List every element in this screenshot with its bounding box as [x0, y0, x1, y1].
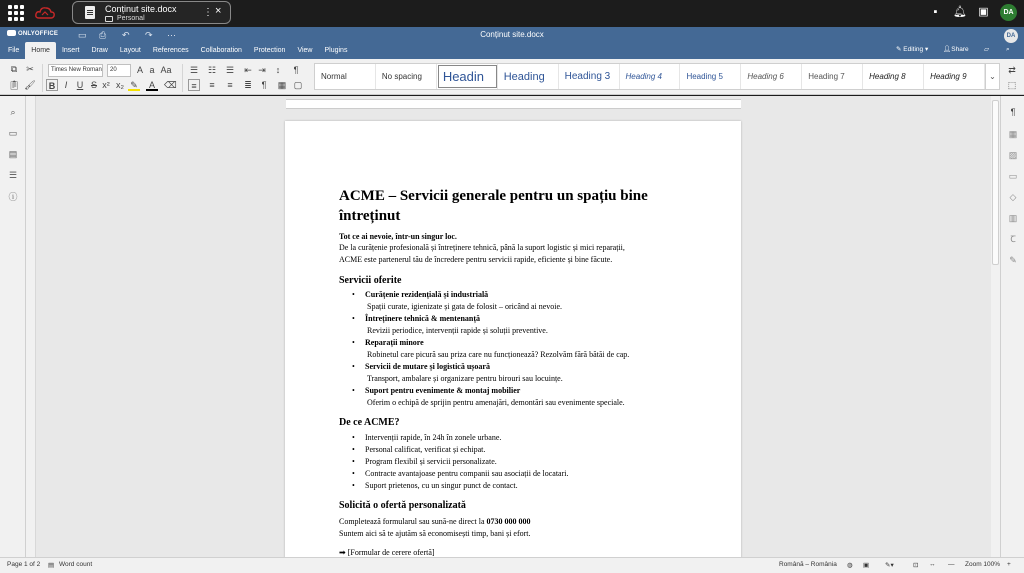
bell-icon[interactable]: 🔔︎: [953, 6, 967, 18]
underline-icon[interactable]: U: [76, 80, 84, 90]
image-settings-icon[interactable]: ▨: [1008, 150, 1018, 160]
style-heading-7[interactable]: Heading 7: [802, 64, 863, 89]
tab-view[interactable]: View: [297, 47, 313, 54]
document-icon: [85, 6, 95, 19]
bullet: •: [352, 338, 355, 347]
bullet: •: [352, 433, 355, 442]
tab-draw[interactable]: Draw: [91, 47, 108, 54]
service-desc: Transport, ambalare și organizare pentru birouri sau locuințe.: [367, 374, 563, 383]
document-title-heading: ACME – Servicii generale pentru un spațiu bine întreținut: [339, 188, 648, 224]
offer-heading: Solicită o ofertă personalizată: [339, 500, 466, 511]
zoom-out-icon[interactable]: —: [948, 561, 955, 568]
why-item: Intervenții rapide, în 24h în zonele urbane.: [365, 433, 502, 442]
service-title: Întreținere tehnică & mentenanță: [365, 314, 481, 323]
print-icon[interactable]: ⎙: [99, 30, 107, 40]
fit-width-icon[interactable]: ↔: [929, 561, 936, 568]
word-count-icon: ▤: [48, 562, 55, 569]
right-sidebar: [1000, 96, 1024, 557]
menu-tabs: [2, 42, 353, 59]
service-desc: Spații curate, igienizate și gata de folosit – oricând ai nevoie.: [367, 302, 563, 311]
table-settings-icon[interactable]: ▦: [1008, 129, 1018, 139]
status-bar: [0, 557, 1024, 573]
vertical-scrollbar[interactable]: [991, 96, 1000, 557]
file-name: Conținut site.docx: [105, 4, 177, 14]
service-title: Reparații minore: [365, 338, 424, 347]
style-heading-3[interactable]: Heading 3: [559, 64, 620, 89]
document-page[interactable]: [285, 121, 741, 557]
italic-icon[interactable]: I: [64, 80, 68, 90]
chat-icon[interactable]: ▤: [8, 149, 18, 159]
word-count[interactable]: Word count: [59, 561, 93, 568]
textart-settings-icon[interactable]: Ꞇ: [1010, 234, 1016, 244]
increase-font-icon[interactable]: A: [136, 65, 143, 75]
nonprinting-icon[interactable]: ¶: [261, 80, 267, 90]
signature-settings-icon[interactable]: ✎: [1009, 255, 1017, 265]
bullet: •: [352, 481, 355, 490]
why-item: Program flexibil și servicii personalizate.: [365, 457, 497, 466]
zoom-in-icon[interactable]: +: [1007, 561, 1011, 568]
document-canvas: [36, 96, 991, 557]
scrollbar-thumb[interactable]: [992, 100, 999, 265]
services-heading: Servicii oferite: [339, 275, 402, 286]
save-icon[interactable]: ▭: [78, 30, 87, 40]
multilevel-icon[interactable]: ☰: [225, 65, 235, 75]
style-heading-1[interactable]: Headin: [437, 64, 498, 89]
align-center-icon[interactable]: ≡: [209, 80, 215, 90]
align-right-icon[interactable]: ≡: [227, 80, 233, 90]
share-button[interactable]: 👤︎Share: [943, 46, 969, 53]
bullets-icon[interactable]: ☰: [189, 65, 199, 75]
why-item: Personal calificat, verificat și echipat.: [365, 445, 486, 454]
chart-settings-icon[interactable]: ▥: [1008, 213, 1018, 223]
font-color-icon[interactable]: A: [146, 79, 158, 91]
close-icon[interactable]: ×: [215, 5, 222, 17]
style-no-spacing[interactable]: No spacing: [376, 64, 437, 89]
top-bar: [0, 0, 1024, 26]
language-select[interactable]: Română – România: [779, 561, 837, 568]
style-heading-2[interactable]: Heading: [498, 64, 559, 89]
service-desc: Oferim o echipă de sprijin pentru amenajări, demontări sau evenimente speciale.: [367, 398, 625, 407]
header-footer-icon[interactable]: ▭: [1008, 171, 1018, 181]
paragraph-settings-icon[interactable]: ¶: [293, 65, 299, 75]
zoom-level: Zoom 100%: [965, 561, 1001, 568]
fit-page-icon[interactable]: ⊡: [913, 562, 919, 569]
undo-icon[interactable]: ↶: [122, 30, 130, 40]
track-changes-icon[interactable]: ✎▾: [885, 562, 894, 569]
horizontal-ruler: [286, 99, 741, 109]
tab-plugins[interactable]: Plugins: [324, 47, 348, 54]
why-heading: De ce ACME?: [339, 417, 400, 428]
paragraph-settings-icon[interactable]: ¶: [1010, 107, 1016, 117]
decrease-font-icon[interactable]: a: [149, 65, 155, 75]
tab-protection[interactable]: Protection: [253, 47, 286, 54]
intro-line-2: ACME este partenerul tău de încredere pentru servicii rapide, eficiente și bine făcute.: [339, 255, 613, 264]
app-grid-icon[interactable]: [8, 5, 24, 21]
more-options-icon[interactable]: ⋮: [203, 7, 213, 18]
intro-line-1: De la curățenie profesională și întreținere tehnică, până la suport logistic și mici reparații,: [339, 243, 625, 252]
search-icon[interactable]: ⌕: [10, 107, 16, 117]
numbering-icon[interactable]: ☷: [207, 65, 217, 75]
superscript-icon[interactable]: x²: [102, 80, 110, 90]
increase-indent-icon[interactable]: ⇥: [258, 65, 266, 75]
strikethrough-icon[interactable]: S: [90, 80, 97, 90]
replace-icon[interactable]: ⇄: [1008, 65, 1016, 75]
user-avatar[interactable]: DA: [1004, 29, 1018, 43]
phone-number: 0730 000 000: [486, 517, 531, 526]
clear-style-icon[interactable]: ⌫: [164, 80, 177, 90]
bullet: •: [352, 469, 355, 478]
borders-icon[interactable]: ▢: [293, 80, 303, 90]
tab-insert[interactable]: Insert: [61, 47, 80, 54]
cloud-logo-icon[interactable]: [34, 4, 56, 22]
page-info[interactable]: Page 1 of 2: [7, 561, 41, 568]
line-spacing-icon[interactable]: ↕: [275, 65, 281, 75]
shading-icon[interactable]: ▦: [277, 80, 287, 90]
bullet: •: [352, 386, 355, 395]
bullet: •: [352, 290, 355, 299]
subscript-icon[interactable]: x₂: [116, 80, 124, 90]
font-size-select[interactable]: 20: [107, 64, 131, 77]
bullet: •: [352, 457, 355, 466]
paste-icon[interactable]: 📋︎: [8, 80, 20, 90]
panel-icon[interactable]: ▣: [978, 6, 989, 18]
why-item: Suport prietenos, cu un singur punct de contact.: [365, 481, 518, 490]
redo-icon[interactable]: ↷: [145, 30, 153, 40]
change-case-icon[interactable]: Aa: [160, 65, 172, 75]
align-left-icon[interactable]: ≡: [188, 79, 200, 91]
style-heading-9[interactable]: Heading 9: [924, 64, 985, 89]
tab-layout[interactable]: Layout: [119, 47, 141, 54]
bold-icon[interactable]: B: [46, 79, 58, 91]
notification-icon[interactable]: ▪: [933, 6, 938, 18]
folder-icon: [105, 16, 113, 22]
service-title: Servicii de mutare și logistică ușoară: [365, 362, 490, 371]
why-item: Contracte avantajoase pentru companii sau asociații de locatari.: [365, 469, 569, 478]
offer-line-1: Completează formularul sau sună-ne direct la 0730 000 000: [339, 517, 531, 526]
bullet: •: [352, 362, 355, 371]
decrease-indent-icon[interactable]: ⇤: [244, 65, 252, 75]
style-heading-8[interactable]: Heading 8: [863, 64, 924, 89]
cut-icon[interactable]: ✂: [26, 64, 34, 74]
shape-settings-icon[interactable]: ◇: [1009, 192, 1017, 202]
left-sidebar: [0, 96, 26, 557]
editor-header: [0, 27, 1024, 59]
editing-mode-button[interactable]: ✎ Editing ▾: [896, 46, 929, 53]
globe-icon[interactable]: ◍: [847, 562, 853, 569]
open-location-icon[interactable]: ▱: [984, 46, 989, 53]
offer-line-2: Suntem aici să te ajutăm să economisești timp, bani și efort.: [339, 529, 531, 538]
more-icon[interactable]: ⋯: [167, 30, 176, 40]
highlight-icon[interactable]: ✎: [128, 79, 140, 91]
service-desc: Revizii periodice, intervenții rapide și soluții preventive.: [367, 326, 548, 335]
avatar[interactable]: DA: [1000, 4, 1017, 21]
select-icon[interactable]: ⬚: [1007, 80, 1017, 90]
service-desc: Robinetul care picură sau priza care nu funcționează? Rezolvăm fără bătăi de cap.: [367, 350, 630, 359]
copy-style-icon[interactable]: 🖌︎: [24, 80, 36, 90]
style-gallery: [314, 63, 1000, 90]
style-heading-5[interactable]: Heading 5: [680, 64, 741, 89]
file-location: Personal: [117, 15, 145, 22]
copy-icon[interactable]: ⧉: [10, 64, 18, 74]
service-title: Suport pentru evenimente & montaj mobilier: [365, 386, 521, 395]
info-icon[interactable]: ⓘ: [8, 192, 18, 202]
spellcheck-icon[interactable]: ▣: [863, 562, 870, 569]
chevron-down-icon[interactable]: ⌄: [985, 64, 999, 89]
font-name-select[interactable]: Times New Roman: [48, 64, 103, 77]
offer-form-link[interactable]: ➡ [Formular de cerere ofertă]: [339, 548, 435, 557]
style-heading-6[interactable]: Heading 6: [741, 64, 802, 89]
document-title: Conținut site.docx: [480, 30, 544, 39]
justify-icon[interactable]: ≣: [244, 80, 252, 90]
header-search-icon[interactable]: ⌕: [1006, 46, 1010, 53]
comments-icon[interactable]: ▭: [8, 128, 18, 138]
service-title: Curățenie rezidențială și industrială: [365, 290, 489, 299]
navigation-icon[interactable]: ☰: [8, 170, 18, 180]
vertical-ruler: [26, 96, 36, 557]
style-normal[interactable]: Normal: [315, 64, 376, 89]
file-tab[interactable]: [72, 1, 231, 24]
tab-home[interactable]: Home: [25, 42, 56, 59]
tagline: Tot ce ai nevoie, într-un singur loc.: [339, 232, 457, 241]
style-heading-4[interactable]: Heading 4: [620, 64, 681, 89]
brand-logo: ONLYOFFICE: [7, 30, 58, 37]
bullet: •: [352, 445, 355, 454]
home-toolbar: [0, 59, 1024, 95]
tab-references[interactable]: References: [152, 47, 189, 54]
tab-collaboration[interactable]: Collaboration: [200, 47, 242, 54]
tab-file[interactable]: File: [8, 47, 20, 54]
bullet: •: [352, 314, 355, 323]
